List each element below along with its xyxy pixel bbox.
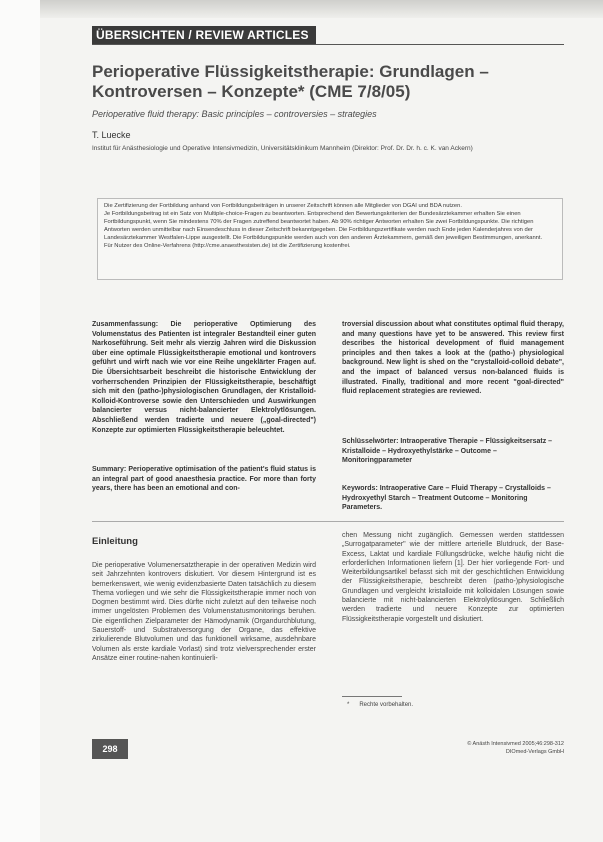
author-name: T. Luecke [92,130,131,140]
keywords-german: Schlüsselwörter: Intraoperative Therapie – Flüssigkeitsersatz – Kristalloide – Hydroxyethylstärke – Outcome – Monitoringparameter [342,438,553,465]
cme-paragraph-3: Für Nutzer des Online-Verfahrens (http://cme.anaesthesisten.de) ist die Zertifizierung kostenfrei. [104,243,351,249]
abstract-english: Summary: Perioperative optimisation of the patient's fluid status is an integral part of good anaesthesia practice. For more than forty years, there has been an emotional and con- [92,466,316,493]
abstract-english-continued: troversial discussion about what constitutes optimal fluid therapy, and many questions have yet to be answered. This review first describes the historical development of fluid management principles and then takes a look at the (patho-) physiological background. New light is shed on the "crystalloid-colloid debate", and the impact of balanced versus non-balanced fluids is illustrated. Finally, traditional and more recent "goal-directed" fluid replacement strategies are reviewed. [342,321,564,396]
publisher-line-1: © Anästh Intensivmed 2005;46:298-312 [467,741,564,747]
body-text-left: Die perioperative Volumenersatztherapie in der operativen Medizin wird seit Jahrzehnten kontrovers diskutiert. Vor diesem Hintergrund ist es bemerkenswert, wie wenig evidenzbasierte Daten tatsächlich zu diesem Thema vorliegen und wie sehr die Flüssigkeitstherapie immer noch von Dogmen bestimmt wird. Dies dürfte nicht zuletzt auf den teilweise noch immer ungelösten Problemen des Volumenstatusmonitorings beruhen. Die eigentlichen Zielparameter der Hämodynamik (Organdurchblutung, Sauerstoff- und Substratversorgung der Organe, das effektive zirkulierende Blutvolumen und das funktionell wirksame, ausdehnbare Volumen als erste kardiale Vorlast) sind trotz vielversprechender erster Ansätze einer routine-nahen kontinuierli- [92,562,316,662]
body-text-right: chen Messung nicht zugänglich. Gemessen werden stattdessen „Surrogatparameter" wie der mittlere arterielle Blutdruck, der Base-Excess, Laktat und kardiale Füllungsdrücke, welche häufig nicht die erforderlichen Informationen liefern [1]. Der hier vorliegende Fort- und Weiterbildungsartikel befasst sich mit der geschichtlichen Entwicklung der Flüssigkeitstherapie, beschreibt deren (patho-)physiologische Grundlagen und vergleicht kristalloide mit kolloidalen Lösungen sowie balancierte mit nicht-balancierten Elektrolytlösungen. Schließlich werden tradierte und neuere Konzepte zur optimierten Flüssigkeitstherapie vorgestellt und diskutiert. [342,532,564,623]
section-separator [92,521,564,522]
publisher-line-2: DIOmed-Verlags GmbH [505,748,564,755]
footnote-text: Rechte vorbehalten. [359,702,414,708]
author-affiliation: Institut für Anästhesiologie und Operative Intensivmedizin, Universitätsklinikum Mannheim (Direktor: Prof. Dr. Dr. h. c. K. van Ackern) [92,145,473,152]
footnote-mark: * [347,702,350,708]
cme-info-box [97,198,563,280]
cme-paragraph-2: Je Fortbildungsbeitrag ist ein Satz von Multiple-choice-Fragen zu beantworten. Entsprechend den Bewertungskriterien der Bundesärztekammer erhalten Sie einen Fortbildungspunkt, wenn Sie mindestens 70% der Fragen zutreffend beantwortet haben. Ab 90% richtiger Antworten erhalten Sie zwei Fortbildungspunkte. Die richtigen Antworten werden unmittelbar nach Einsendeschluss in dieser Zeitschrift bekanntgegeben. Die Fortbildungszertifikate werden nach Ende jeden Kalenderjahres von der Landesärztekammer Westfalen-Lippe ausgestellt. Die Fortbildungspunkte werden auch von den anderen Ärztekammern, gemäß den jeweiligen Bestimmungen, anerkannt. [104,211,543,241]
footnote [347,702,413,708]
page-margin [0,0,40,842]
heading-einleitung: Einleitung [92,536,138,547]
publisher-info [420,741,564,756]
scan-edge [40,0,603,18]
abstract-german: Zusammenfassung: Die perioperative Optimierung des Volumenstatus des Patienten ist integraler Bestandteil einer guten Narkoseführung. Seit mehr als vierzig Jahren wird die Diskussion über eine optimale Flüssigkeitstherapie emotional und kontrovers geführt und wirft nach wie vor eine Reihe ungeklärter Fragen auf. Die Übersichtsarbeit beschreibt die historische Entwicklung der vorherrschenden Prinzipien der Flüssigkeitstherapie, beschäftigt sich mit den (patho-)physiologischen Grundlagen, der Kristalloid-Kolloid-Kontroverse sowie den Unterschieden und Auswirkungen balancierter versus nicht-balancierter Elektrolytlösungen. Abschließend werden tradierte und neuere („goal-directed") Konzepte zur optimierten Flüssigkeitstherapie beleuchtet. [92,321,316,434]
keywords-english: Keywords: Intraoperative Care – Fluid Therapy – Crystalloids – Hydroxyethyl Starch – Treatment Outcome – Monitoring Parameters. [342,485,551,512]
section-label: ÜBERSICHTEN / REVIEW ARTICLES [92,26,316,44]
footnote-rule [342,696,402,697]
header-rule [92,44,564,45]
article-title: Perioperative Flüssigkeitstherapie: Grundlagen – Kontroversen – Konzepte* (CME 7/8/05) [92,62,489,101]
page-number: 298 [92,739,128,759]
article-subtitle-en: Perioperative fluid therapy: Basic principles – controversies – strategies [92,109,377,119]
cme-paragraph-1: Die Zertifizierung der Fortbildung anhand von Fortbildungsbeiträgen in unserer Zeitschrift können alle Mitglieder von DGAI und BDA nutzen. [104,203,462,209]
